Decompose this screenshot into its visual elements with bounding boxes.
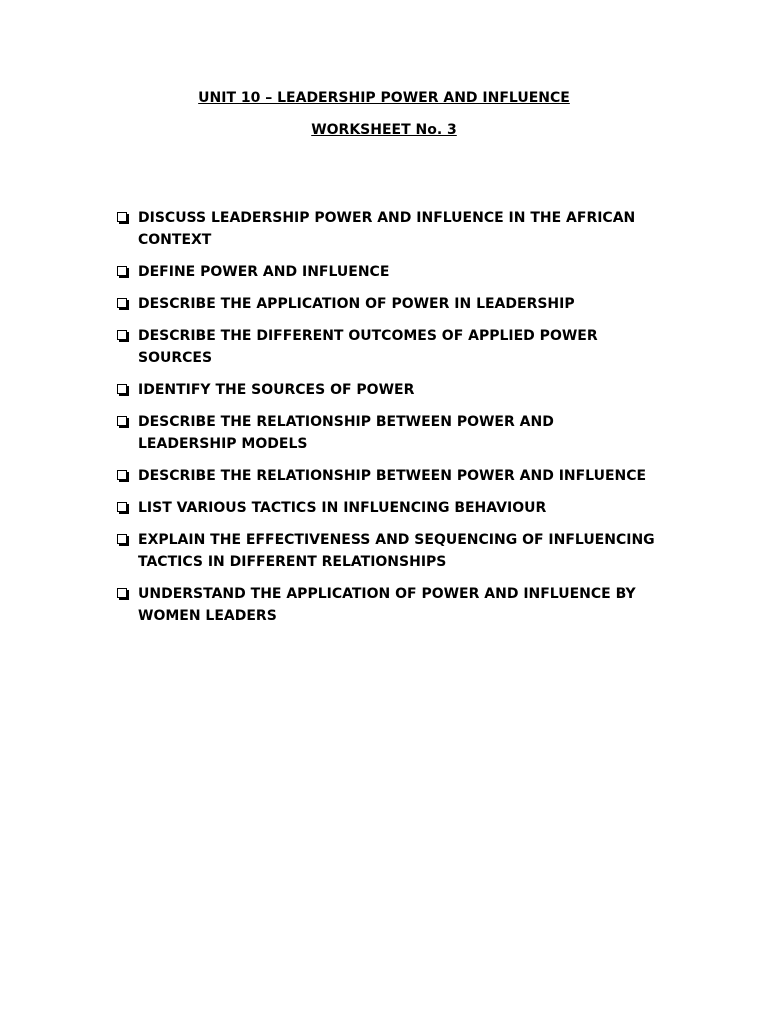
list-item <box>116 379 656 401</box>
list-item <box>116 325 656 369</box>
objective-text: UNDERSTAND THE APPLICATION OF POWER AND INFLUENCE BY WOMEN LEADERS <box>138 586 636 624</box>
list-item <box>116 583 656 627</box>
list-item <box>116 529 656 573</box>
objective-text: DISCUSS LEADERSHIP POWER AND INFLUENCE IN THE AFRICAN CONTEXT <box>138 210 636 248</box>
list-item <box>116 411 656 455</box>
list-item <box>116 465 656 487</box>
checkbox-icon <box>117 470 127 480</box>
checkbox-icon <box>117 298 127 308</box>
checkbox-icon <box>117 502 127 512</box>
list-item <box>116 261 656 283</box>
list-item <box>116 497 656 519</box>
checkbox-icon <box>117 384 127 394</box>
objective-text: LIST VARIOUS TACTICS IN INFLUENCING BEHAVIOUR <box>138 500 547 516</box>
checkbox-icon <box>117 266 127 276</box>
checkbox-icon <box>117 534 127 544</box>
objective-text: IDENTIFY THE SOURCES OF POWER <box>138 382 415 398</box>
checkbox-icon <box>117 330 127 340</box>
list-item <box>116 293 656 315</box>
objectives-list <box>116 207 656 637</box>
worksheet-number: WORKSHEET No. 3 <box>311 122 457 138</box>
checkbox-icon <box>117 588 127 598</box>
objective-text: EXPLAIN THE EFFECTIVENESS AND SEQUENCING OF INFLUENCING TACTICS IN DIFFERENT RELATIONSHIPS <box>138 532 655 570</box>
checkbox-icon <box>117 212 127 222</box>
objective-text: DESCRIBE THE APPLICATION OF POWER IN LEADERSHIP <box>138 296 575 312</box>
document-title: UNIT 10 – LEADERSHIP POWER AND INFLUENCE <box>198 90 570 106</box>
list-item <box>116 207 656 251</box>
checkbox-icon <box>117 416 127 426</box>
objective-text: DEFINE POWER AND INFLUENCE <box>138 264 390 280</box>
objective-text: DESCRIBE THE DIFFERENT OUTCOMES OF APPLIED POWER SOURCES <box>138 328 598 366</box>
objective-text: DESCRIBE THE RELATIONSHIP BETWEEN POWER AND LEADERSHIP MODELS <box>138 414 554 452</box>
objective-text: DESCRIBE THE RELATIONSHIP BETWEEN POWER AND INFLUENCE <box>138 468 647 484</box>
